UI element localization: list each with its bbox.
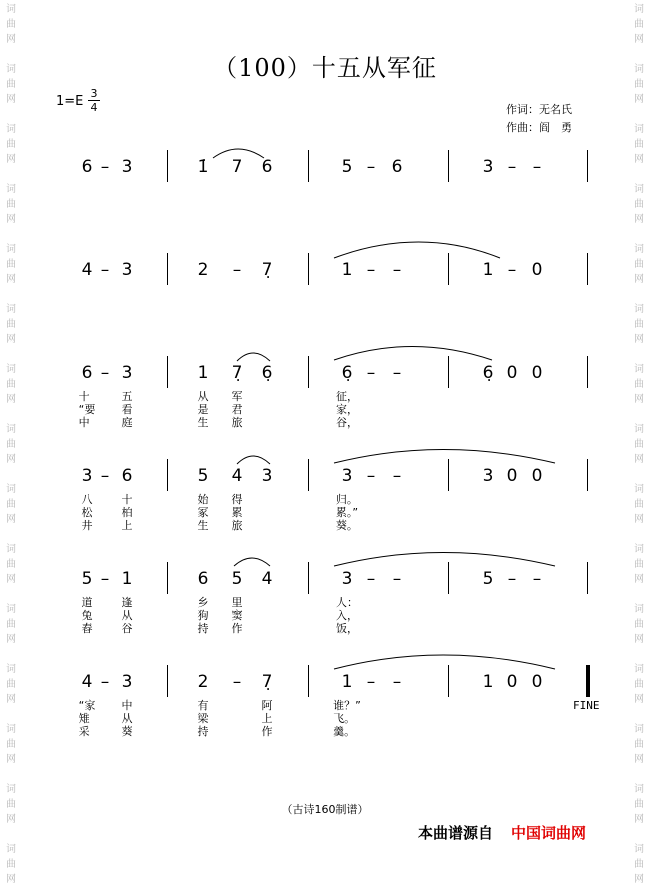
barline	[448, 459, 449, 491]
score-note: 2	[197, 672, 209, 692]
score-note: –	[392, 569, 402, 589]
score-note: 5	[341, 157, 353, 177]
watermark-text: 词 曲 网	[634, 724, 644, 765]
tie-arc	[237, 353, 270, 361]
score-note: 3	[341, 569, 353, 589]
barline	[448, 356, 449, 388]
score-note: 0	[531, 672, 543, 692]
score-note: 6̣	[341, 363, 353, 383]
barline	[587, 356, 588, 388]
score-note: –	[366, 672, 376, 692]
score-note: 4	[261, 569, 273, 589]
score-note: –	[100, 466, 110, 486]
score-note: 1	[341, 672, 353, 692]
score-note: 3	[121, 363, 133, 383]
score-note: –	[366, 363, 376, 383]
lyric-column: 十 柏 上	[121, 493, 133, 532]
score-note: 0	[531, 466, 543, 486]
barline	[587, 253, 588, 285]
watermark-text: 词 曲 网	[6, 484, 16, 525]
watermark-text: 词 曲 网	[634, 244, 644, 285]
watermark-text: 词 曲 网	[634, 424, 644, 465]
score-note: –	[100, 260, 110, 280]
lyric-column: 谁？” 飞。 羹。	[333, 699, 361, 738]
score-note: 1	[482, 260, 494, 280]
barline	[587, 459, 588, 491]
score-note: 4	[81, 260, 93, 280]
score-note: 6	[81, 363, 93, 383]
watermark-text: 词 曲 网	[634, 544, 644, 585]
watermark-text: 词 曲 网	[6, 124, 16, 165]
lyric-column: 中 从 葵	[121, 699, 133, 738]
score-note: –	[392, 466, 402, 486]
score-note: –	[366, 260, 376, 280]
watermark-text: 词 曲 网	[634, 304, 644, 345]
lyric-column: 得 累 旅	[231, 493, 243, 532]
score-note: 6̣	[261, 363, 273, 383]
barline	[308, 459, 309, 491]
credits	[506, 101, 572, 137]
score-note: –	[100, 363, 110, 383]
score-note: 3	[482, 157, 494, 177]
composer-credit: 作曲：阎 勇	[506, 121, 572, 134]
tie-arc	[334, 450, 555, 464]
barline	[167, 253, 168, 285]
score-line	[0, 157, 650, 187]
lyric-column: 军 君 旅	[231, 390, 243, 429]
score-line	[0, 260, 650, 290]
score-note: –	[232, 672, 242, 692]
score-note: –	[100, 569, 110, 589]
tie-arc	[334, 347, 492, 361]
score-note: 5	[197, 466, 209, 486]
watermark-text: 词 曲 网	[634, 184, 644, 225]
time-signature	[88, 87, 100, 114]
watermark-text: 词 曲 网	[634, 484, 644, 525]
source-site-name: 中国词曲网	[511, 824, 587, 842]
score-note: 2	[197, 260, 209, 280]
score-note: 3	[81, 466, 93, 486]
score-note: 1̇	[197, 157, 209, 177]
watermark-text: 词 曲 网	[634, 604, 644, 645]
watermark-text: 词 曲 网	[634, 664, 644, 705]
watermark-text: 词 曲 网	[6, 64, 16, 105]
footnote: （古诗160制谱）	[281, 803, 369, 816]
lyric-column: 逢 从 谷	[121, 596, 133, 635]
score-note: 0	[506, 672, 518, 692]
lyric-column: 从 是 生	[197, 390, 209, 429]
score-note: 1	[482, 672, 494, 692]
lyric-column: 征， 家， 谷，	[336, 390, 358, 429]
score-note: –	[507, 157, 517, 177]
tie-arc	[334, 655, 555, 669]
score-note: –	[532, 569, 542, 589]
score-note: 3	[341, 466, 353, 486]
score-note: –	[532, 157, 542, 177]
lyric-column: 里 窦 作	[231, 596, 243, 635]
watermark-text: 词 曲 网	[6, 424, 16, 465]
score-note: –	[366, 157, 376, 177]
lyric-column: “家 雉 采	[78, 699, 96, 738]
score-note: –	[392, 260, 402, 280]
barline	[308, 665, 309, 697]
tie-arc	[334, 242, 500, 258]
watermark-text: 词 曲 网	[6, 184, 16, 225]
score-note: 0	[506, 363, 518, 383]
score-note: 0	[531, 260, 543, 280]
score-note: –	[100, 672, 110, 692]
lyric-column: 八 松 井	[81, 493, 93, 532]
barline	[167, 150, 168, 182]
score-note: 6	[261, 157, 273, 177]
barline	[308, 356, 309, 388]
watermark-text: 词 曲 网	[6, 4, 16, 45]
barline	[167, 356, 168, 388]
barline	[308, 562, 309, 594]
score-note: –	[366, 466, 376, 486]
lyric-column: 人： 入， 饭，	[336, 596, 358, 635]
watermark-text: 词 曲 网	[634, 64, 644, 105]
score-note: 6	[121, 466, 133, 486]
score-note: 3	[261, 466, 273, 486]
watermark-text: 词 曲 网	[634, 784, 644, 825]
score-note: 3	[121, 672, 133, 692]
time-signature-numerator: 3	[88, 87, 100, 101]
source-attribution	[418, 822, 586, 843]
score-line	[0, 363, 650, 429]
score-note: 5	[81, 569, 93, 589]
score-note: 1	[341, 260, 353, 280]
watermark-text: 词 曲 网	[6, 664, 16, 705]
watermark-text: 词 曲 网	[634, 124, 644, 165]
watermark-text: 词 曲 网	[6, 844, 16, 885]
score-note: 7̣	[261, 672, 273, 692]
barline	[448, 562, 449, 594]
lyric-column: 十 “要 中	[78, 390, 96, 429]
watermark-text: 词 曲 网	[634, 844, 644, 885]
score-note: 6̣	[482, 363, 494, 383]
watermark-text: 词 曲 网	[6, 544, 16, 585]
lyric-column: 五 看 庭	[121, 390, 133, 429]
watermark-text: 词 曲 网	[6, 364, 16, 405]
final-barline	[586, 665, 590, 697]
score-note: 3	[482, 466, 494, 486]
lyric-column: 始 冢 生	[197, 493, 209, 532]
score-note: –	[392, 672, 402, 692]
barline	[167, 459, 168, 491]
score-note: 7	[231, 157, 243, 177]
barline	[448, 665, 449, 697]
lyric-column: 阿 上 作	[261, 699, 273, 738]
score-note: 3	[121, 260, 133, 280]
lyric-column: 有 梁 持	[197, 699, 209, 738]
score-note: 6	[81, 157, 93, 177]
score-note: 5	[482, 569, 494, 589]
score-note: 0	[531, 363, 543, 383]
barline	[448, 150, 449, 182]
barline	[308, 253, 309, 285]
tie-arc	[234, 558, 270, 566]
watermark-text: 词 曲 网	[6, 304, 16, 345]
score-note: 7̣	[261, 260, 273, 280]
key-signature	[56, 87, 98, 114]
score-note: 4	[231, 466, 243, 486]
barline	[308, 150, 309, 182]
right-watermark-strip	[628, 0, 650, 885]
fine-marker: FINE	[573, 699, 600, 712]
score-note: 6	[391, 157, 403, 177]
key-label: 1=E	[56, 94, 84, 109]
watermark-text: 词 曲 网	[634, 364, 644, 405]
score-note: –	[100, 157, 110, 177]
score-note: –	[366, 569, 376, 589]
watermark-text: 词 曲 网	[6, 604, 16, 645]
source-label: 本曲谱源自	[418, 824, 494, 842]
barline	[587, 562, 588, 594]
score-note: –	[392, 363, 402, 383]
score-note: 1	[197, 363, 209, 383]
lyric-column: 归。 累。” 葵。	[335, 493, 359, 532]
tie-arc	[334, 553, 555, 567]
watermark-text: 词 曲 网	[6, 784, 16, 825]
score-note: 7̣	[231, 363, 243, 383]
score-note: 0	[506, 466, 518, 486]
score-note: –	[507, 260, 517, 280]
watermark-text: 词 曲 网	[6, 244, 16, 285]
barline	[167, 562, 168, 594]
barline	[167, 665, 168, 697]
lyric-column: 道 兔 舂	[81, 596, 93, 635]
score-note: –	[507, 569, 517, 589]
time-signature-denominator: 4	[90, 101, 98, 114]
score-note: –	[232, 260, 242, 280]
watermark-text: 词 曲 网	[634, 4, 644, 45]
lyricist-credit: 作词：无名氏	[506, 103, 572, 116]
score-note: 4	[81, 672, 93, 692]
score-note: 3	[121, 157, 133, 177]
score-note: 6	[197, 569, 209, 589]
barline	[587, 150, 588, 182]
lyric-column: 乡 狗 持	[197, 596, 209, 635]
song-title: （100）十五从军征	[213, 54, 437, 82]
score-note: 5	[231, 569, 243, 589]
barline	[448, 253, 449, 285]
score-note: 1	[121, 569, 133, 589]
watermark-text: 词 曲 网	[6, 724, 16, 765]
left-watermark-strip	[0, 0, 22, 885]
tie-arc	[237, 456, 270, 464]
